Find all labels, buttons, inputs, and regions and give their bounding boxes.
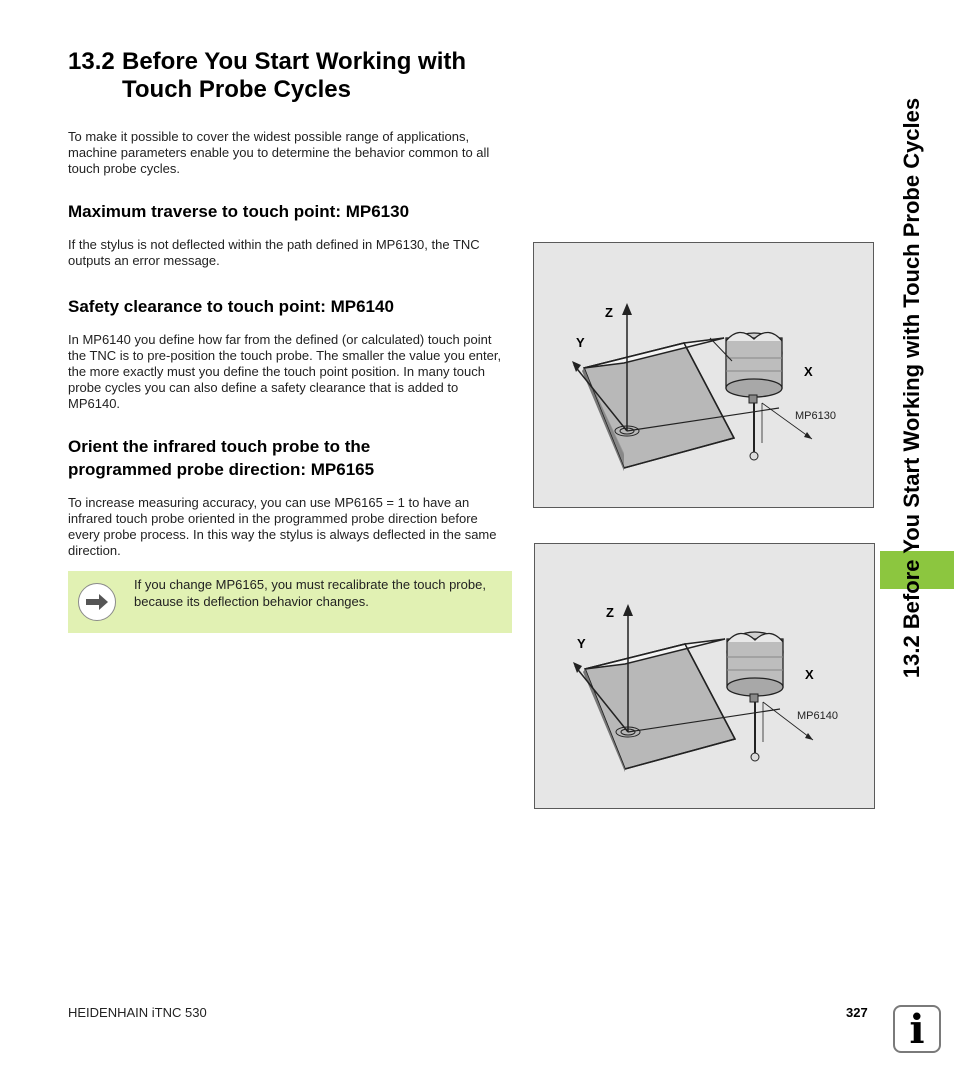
paragraph-mp6140: In MP6140 you define how far from the defined (or calculated) touch point the TNC is to pre-position the touch probe. The smaller the value you enter, the more exactly must you define the touch point position. In many touch probe cycles you can also define a safety clearance that is added to MP6140.	[68, 332, 502, 411]
paragraph-mp6130: If the stylus is not deflected within the path defined in MP6130, the TNC outputs an error message.	[68, 237, 480, 268]
note-text: If you change MP6165, you must recalibrate the touch probe, because its deflection behavior changes.	[134, 577, 486, 609]
section-title: Before You Start Working with Touch Probe Cycles	[122, 48, 467, 103]
figure2-axis-x: X	[805, 667, 814, 682]
heading-mp6140: Safety clearance to touch point: MP6140	[68, 297, 394, 316]
figure2-axis-y: Y	[577, 636, 586, 651]
heading-mp6130: Maximum traverse to touch point: MP6130	[68, 202, 410, 221]
figure-mp6140	[534, 543, 875, 809]
info-icon	[893, 1005, 941, 1053]
section-number: 13.2	[68, 48, 115, 75]
arrow-right-icon	[78, 583, 116, 621]
note-box	[68, 571, 512, 633]
figure1-label: MP6130	[795, 410, 836, 422]
figure1-axis-y: Y	[576, 335, 585, 350]
intro-paragraph: To make it possible to cover the widest possible range of applications, machine parameters enable you to determine the behavior common to all touch probe cycles.	[68, 129, 490, 176]
figure2-axis-z: Z	[606, 605, 614, 620]
side-chapter-title: 13.2 Before You Start Working with Touch Probe Cycles	[899, 97, 924, 679]
figure-mp6130	[533, 242, 874, 508]
figure1-axis-z: Z	[605, 305, 613, 320]
figure1-axis-x: X	[804, 364, 813, 379]
paragraph-mp6165: To increase measuring accuracy, you can use MP6165 = 1 to have an infrared touch probe oriented in the programmed probe direction before every probe process. In this way the stylus is always deflected in the same direction.	[68, 495, 497, 558]
heading-mp6165: Orient the infrared touch probe to the programmed probe direction: MP6165	[68, 437, 375, 479]
figure2-label: MP6140	[797, 710, 838, 722]
page-number: 327	[846, 1005, 868, 1020]
footer-product: HEIDENHAIN iTNC 530	[68, 1005, 207, 1020]
info-glyph: i	[909, 1006, 925, 1053]
